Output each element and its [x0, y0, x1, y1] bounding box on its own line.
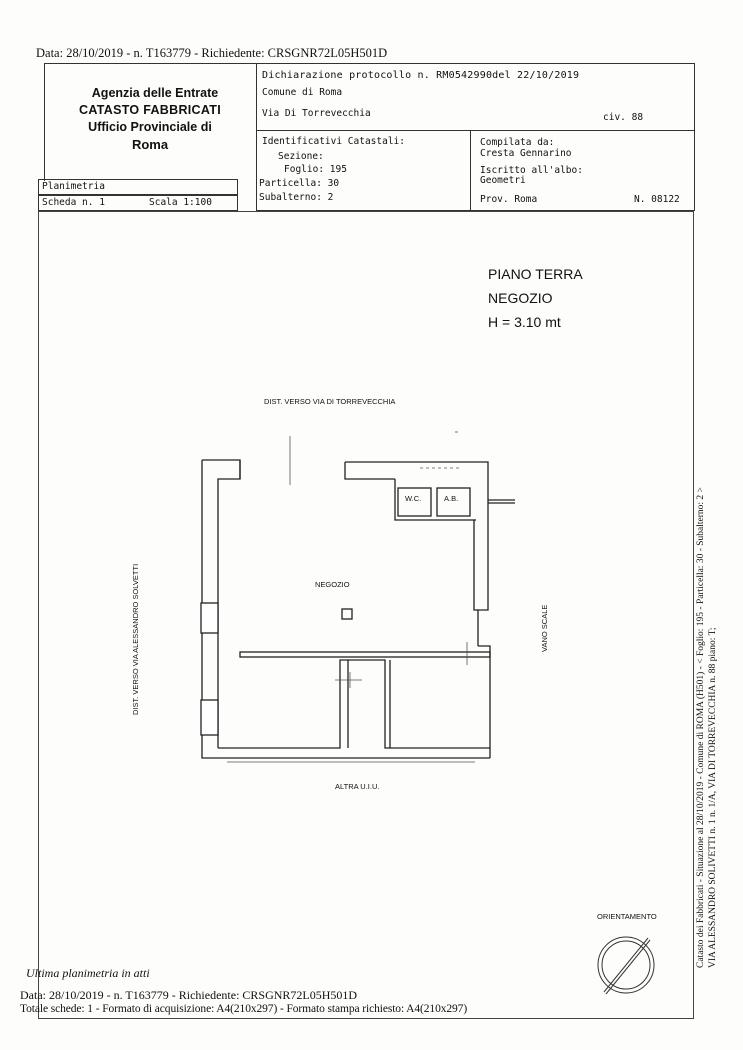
- compiler-name: Cresta Gennarino: [480, 148, 572, 159]
- header-stamp: Data: 28/10/2019 - n. T163779 - Richiedente: CRSGNR72L05H501D: [36, 46, 388, 60]
- identifiers-particella: Particella: 30: [259, 178, 340, 189]
- declaration-civ: civ. 88: [603, 112, 644, 123]
- plan-use: NEGOZIO: [488, 290, 553, 306]
- room-wc: W.C.: [405, 494, 422, 503]
- declaration-via: Via Di Torrevecchia: [262, 108, 371, 119]
- compiler-albo: Geometri: [480, 175, 526, 186]
- orientation-label: ORIENTAMENTO: [597, 912, 657, 921]
- agency-name: Agenzia delle Entrate: [91, 86, 219, 100]
- room-ab: A.B.: [444, 494, 459, 503]
- footer-ultima: Ultima planimetria in atti: [26, 966, 150, 980]
- identifiers-sezione: Sezione:: [278, 151, 324, 162]
- agency-office: Ufficio Provinciale di: [88, 120, 212, 134]
- label-west: DIST. VERSO VIA ALESSANDRO SOLVETTI: [131, 563, 140, 715]
- identifiers-subalterno: Subalterno: 2: [259, 192, 334, 203]
- declaration-protocol: Dichiarazione protocollo n. RM0542990del 22/10/2019: [262, 70, 580, 81]
- compiler-number: N. 08122: [634, 194, 680, 205]
- compiler-iscritto: Iscritto all'albo:: [480, 165, 583, 176]
- room-negozio: NEGOZIO: [315, 580, 350, 589]
- identifiers-foglio: Foglio: 195: [284, 164, 347, 175]
- label-south: ALTRA U.I.U.: [335, 782, 380, 791]
- plan-height: H = 3.10 mt: [488, 314, 561, 330]
- label-north: DIST. VERSO VIA DI TORREVECCHIA: [264, 397, 396, 406]
- sheet-scala: Scala 1:100: [149, 197, 212, 208]
- identifiers-title: Identificativi Catastali:: [262, 136, 405, 147]
- compiler-label: Compilata da:: [480, 137, 555, 148]
- compiler-prov: Prov. Roma: [480, 194, 538, 205]
- declaration-comune: Comune di Roma: [262, 87, 343, 98]
- agency-catasto: CATASTO FABBRICATI: [79, 103, 221, 117]
- label-east: VANO SCALE: [540, 604, 549, 652]
- sheet-scheda: Scheda n. 1: [42, 197, 105, 208]
- side-text-1: Catasto dei Fabbricati - Situazione al 28/10/2019 - Comune di ROMA (H501) - < Foglio: 195 - Particella: 30 - Subalterno: 2 >: [696, 487, 706, 968]
- footer-stamp: Data: 28/10/2019 - n. T163779 - Richiedente: CRSGNR72L05H501D: [20, 988, 358, 1002]
- side-text-2: VIA ALESSANDRO SOLIVETTI n. 1 n. 1/A, VIA DI TORREVECCHIA n. 88 piano: T;: [708, 627, 718, 968]
- sheet-planimetria: Planimetria: [42, 181, 105, 192]
- agency-city: Roma: [131, 137, 169, 152]
- plan-floor: PIANO TERRA: [488, 266, 583, 282]
- footer-totale: Totale schede: 1 - Formato di acquisizione: A4(210x297) - Formato stampa richiesto: A4(210x297): [20, 1003, 468, 1015]
